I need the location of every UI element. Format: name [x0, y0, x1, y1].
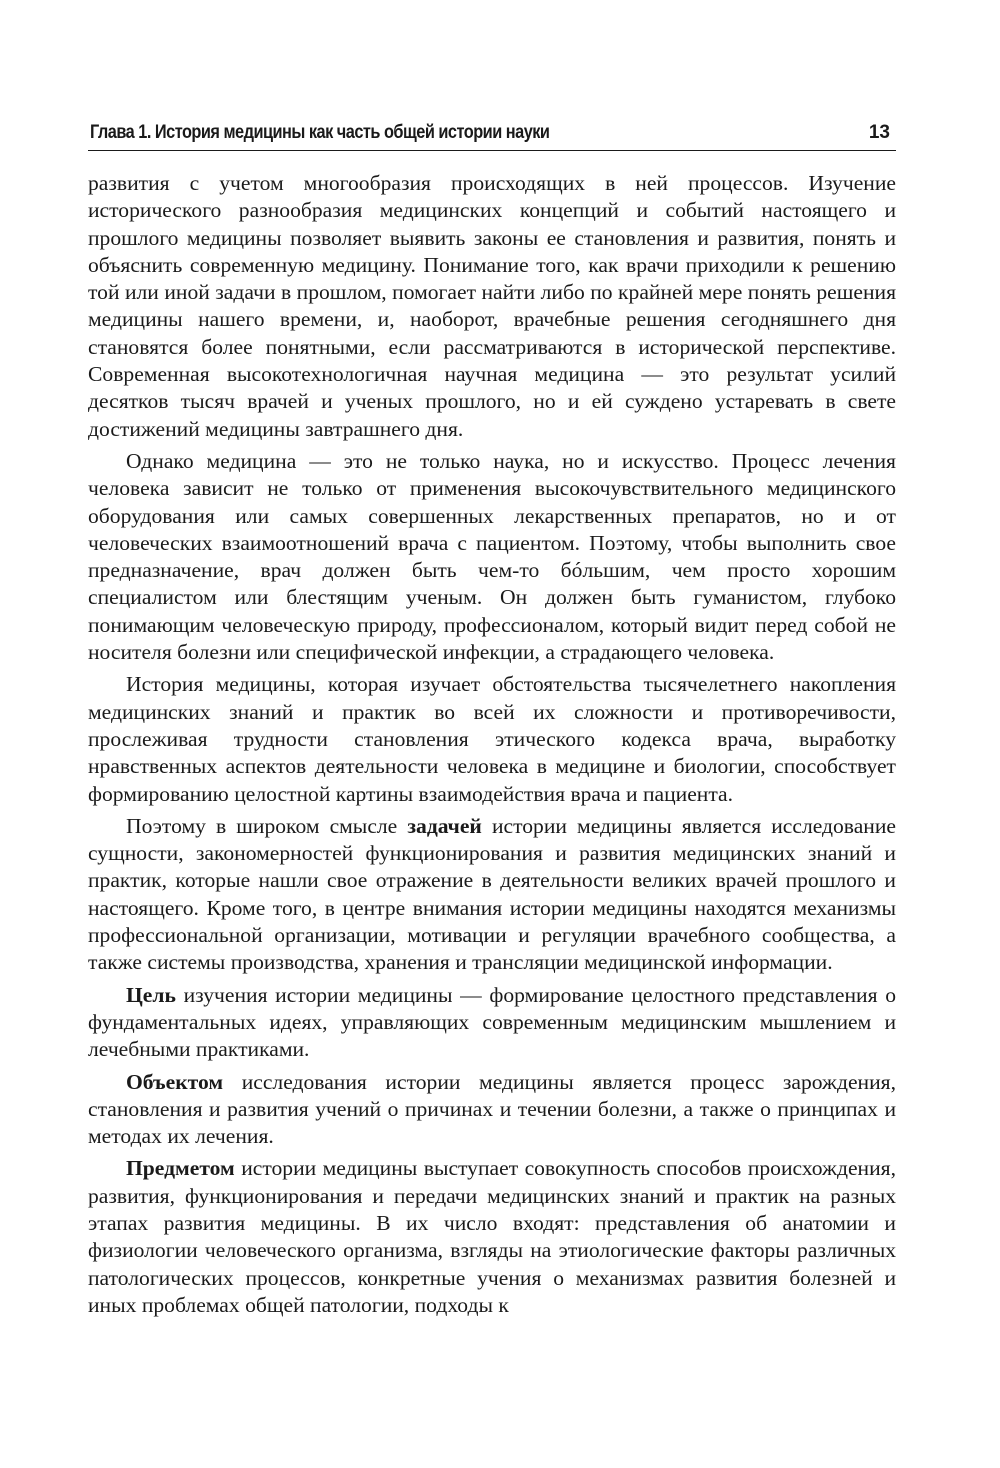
paragraph-text: Однако медицина — это не только наука, но и искусство. Процесс лечения человека зависит не только от применения высокочувствительного медицинского оборудования или самых совершенных лекарственных препаратов, но и от человеческих взаимоотношений врача с пациентом. Поэтому, чтобы выполнить свое предназначение, врач должен быть чем-то бóльшим, чем просто хорошим специалистом или блестящим ученым. Он должен быть гуманистом, глубоко понимающим человеческую природу, профессионалом, который видит перед собой не носителя болезни или специфической инфекции, а страдающего человека. — [88, 448, 896, 665]
term-goal: Цель — [126, 982, 176, 1007]
paragraph-medicine-as-art — [88, 448, 896, 666]
chapter-title: Глава 1. История медицины как часть общей истории науки — [90, 122, 550, 143]
paragraph-text-after: истории медицины является исследование сущности, закономерностей функционирования и развития медицинских знаний и практик, которые нашли свое отражение в деятельности великих врачей прошлого и настоящего. Кроме того, в центре внимания истории медицины находятся механизмы профессиональной организации, мотивации и регуляции врачебного сообщества, а также системы производства, хранения и трансляции медицинской информации. — [88, 813, 896, 975]
body-text — [88, 170, 896, 1324]
page-number: 13 — [868, 122, 890, 143]
paragraph-text: развития с учетом многообразия происходящих в ней процессов. Изучение исторического разнообразия медицинских концепций и событий настоящего и прошлого медицины позволяет выявить законы ее становления и развития, понять и объяснить современную медицину. Понимание того, как врачи приходили к решению той или иной задачи в прошлом, помогает найти либо по крайней мере понять решения медицины нашего времени, и, наоборот, врачебные решения сегодняшнего дня становятся более понятными, если рассматриваются в исторической перспективе. Современная высокотехнологичная научная медицина — это результат усилий десятков тысяч врачей и ученых прошлого, но и ей суждено устаревать в свете достижений медицины завтрашнего дня. — [88, 171, 896, 441]
paragraph-text-after: истории медицины выступает совокупность способов происхождения, развития, функционирования и передачи медицинских знаний и практик на разных этапах развития медицины. В их число входят: представления об анатомии и физиологии человеческого организма, взгляды на этиологические факторы различных патологических процессов, конкретные учения о механизмах развития болезней и иных проблемах общей патологии, подходы к — [88, 1156, 896, 1317]
paragraph-text-after: изучения истории медицины — формирование целостного представления о фундаментальных идеях, управляющих современным медицинским мышлением и лечебными практиками. — [88, 982, 896, 1062]
paragraph-object — [88, 1069, 896, 1151]
term-subject: Предметом — [126, 1156, 235, 1181]
paragraph-subject — [88, 1155, 896, 1319]
term-task: задачей — [407, 813, 482, 838]
paragraph-text-after: исследования истории медицины является процесс зарождения, становления и развития учений о причинах и течении болезни, а также о принципах и методах их лечения. — [88, 1069, 896, 1149]
paragraph-task — [88, 813, 896, 977]
term-object: Объектом — [126, 1069, 224, 1094]
running-header — [88, 120, 896, 151]
paragraph-text-before: Поэтому в широком смысле — [126, 813, 408, 838]
paragraph-continuation — [88, 170, 896, 443]
paragraph-text: История медицины, которая изучает обстоятельства тысячелетнего накопления медицинских знаний и практик во всей их сложности и противоречивости, прослеживая трудности становления этического кодекса врача, выработку нравственных аспектов деятельности человека в медицине и биологии, способствует формированию целостной картины взаимодействия врача и пациента. — [88, 672, 896, 806]
paragraph-history-of-medicine — [88, 671, 896, 807]
paragraph-goal — [88, 982, 896, 1064]
